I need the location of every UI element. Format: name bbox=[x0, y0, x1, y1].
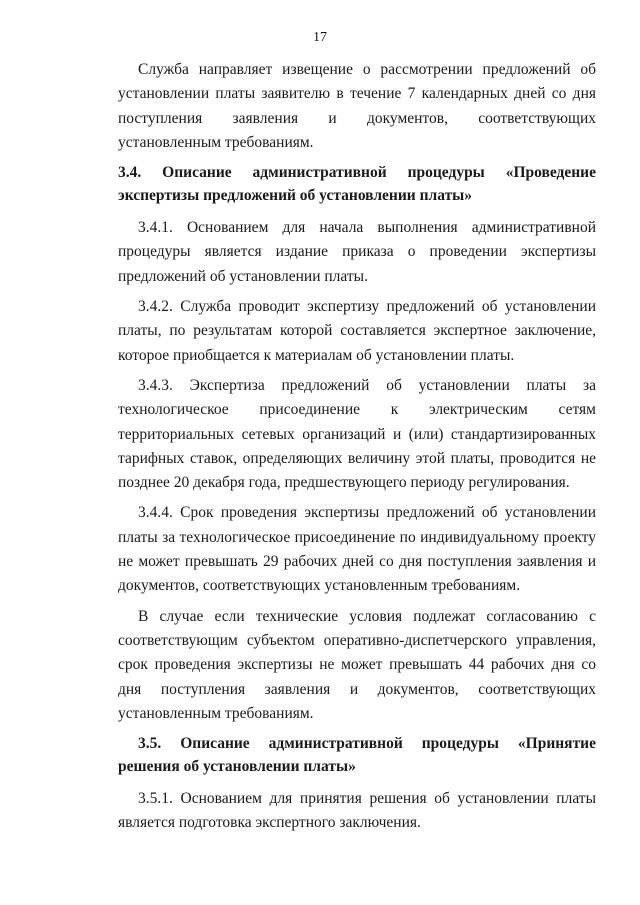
document-body bbox=[118, 58, 596, 842]
paragraph-3-4-1: 3.4.1. Основанием для начала выполнения административной процедуры является издание приказа о проведении экспертизы предложений об установлении платы. bbox=[118, 219, 596, 285]
paragraph-notification: Служба направляет извещение о рассмотрении предложений об установлении платы заявителю в течение 7 календарных дней со дня поступления заявления и документов, соответствующих установленным требованиям. bbox=[118, 61, 596, 151]
paragraph-3-5-1: 3.5.1. Основанием для принятия решения об установлении платы является подготовка экспертного заключения. bbox=[118, 790, 596, 832]
section-heading-3-4: 3.4. Описание административной процедуры «Проведение экспертизы предложений об установлении платы» bbox=[118, 164, 596, 205]
paragraph-3-4-3: 3.4.3. Экспертиза предложений об установлении платы за технологическое присоединение к электрическим сетям территориальных сетевых организаций и (или) стандартизированных тарифных ставок, определяющих величину этой платы, проводится не позднее 20 декабря года, предшествующего периоду регулирования. bbox=[118, 376, 596, 492]
paragraph-3-4-4-continued: В случае если технические условия подлежат согласованию с соответствующим субъектом оперативно-диспетчерского управления, срок проведения экспертизы не может превышать 44 рабочих дня со дня поступления заявления и документов, соответствующих установленным требованиям. bbox=[118, 607, 596, 722]
paragraph-3-4-2: 3.4.2. Служба проводит экспертизу предложений об установлении платы, по результатам которой составляется экспертное заключение, которое приобщается к материалам об установлении платы. bbox=[118, 298, 596, 364]
paragraph-3-4-4: 3.4.4. Срок проведения экспертизы предложений об установлении платы за технологическое присоединение по индивидуальному проекту не может превышать 29 рабочих дней со дня поступления заявления и документов, соответствующих установленным требованиям. bbox=[118, 504, 596, 595]
section-heading-3-5: 3.5. Описание административной процедуры «Принятие решения об установлении платы» bbox=[118, 735, 596, 776]
page-number: 17 bbox=[313, 30, 327, 45]
